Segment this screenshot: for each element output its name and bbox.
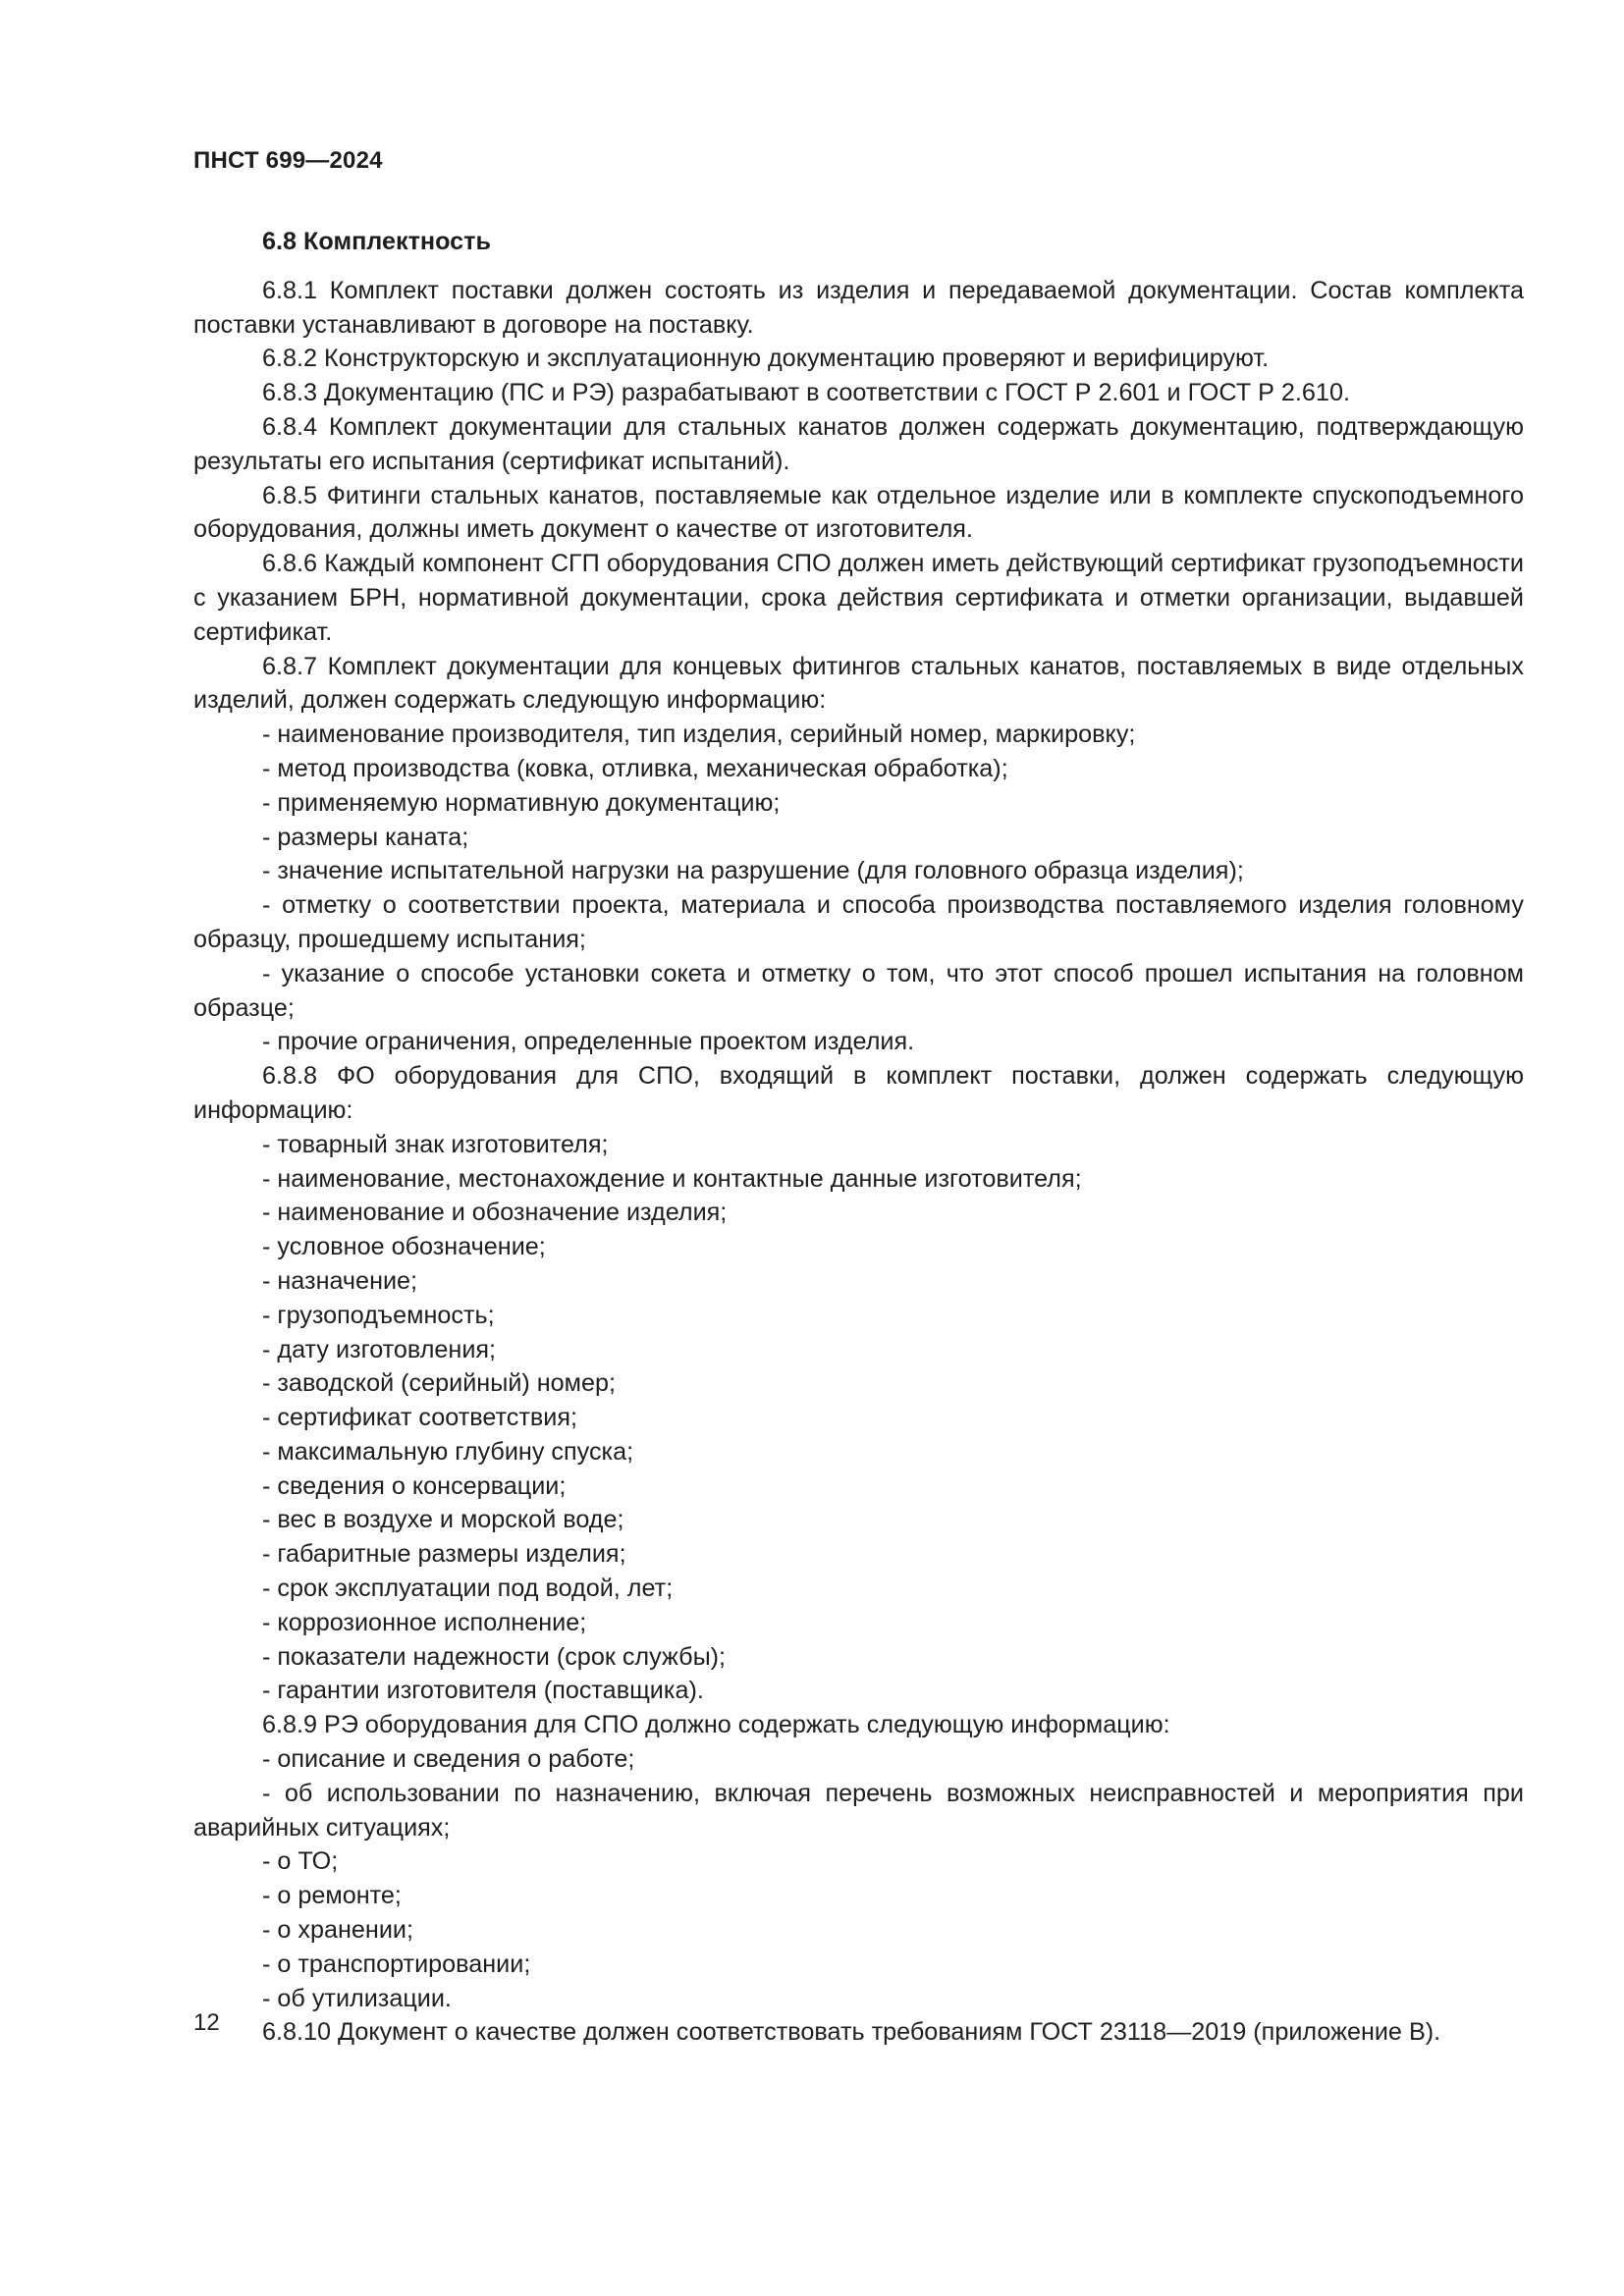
paragraph-6-8-7: 6.8.7 Комплект документации для концевых фитингов стальных канатов, поставляемых в виде отдельных изделий, должен содержать следующую информацию: xyxy=(193,652,1524,715)
document-code: ПНСТ 699—2024 xyxy=(193,147,383,174)
list-item: - наименование и обозначение изделия; xyxy=(262,1199,728,1227)
paragraph-6-8-9: 6.8.9 РЭ оборудования для СПО должно содержать следующую информацию: xyxy=(262,1711,1170,1739)
list-item: - метод производства (ковка, отливка, механическая обработка); xyxy=(262,754,1008,782)
list-item: - о хранении; xyxy=(262,1916,413,1945)
list-item: - указание о способе установки сокета и отметку о том, что этот способ прошел испытания на головном образце; xyxy=(193,959,1524,1022)
paragraph-6-8-1: 6.8.1 Комплект поставки должен состоять из изделия и передаваемой документации. Состав комплекта поставки устанавливают в договоре на поставку. xyxy=(193,276,1524,339)
paragraph-6-8-6: 6.8.6 Каждый компонент СГП оборудования СПО должен иметь действующий сертификат грузоподъемности с указанием БРН, нормативной документации, срока действия сертификата и отметки организации, выдавшей сертификат. xyxy=(193,550,1524,646)
list-item: - наименование производителя, тип изделия, серийный номер, маркировку; xyxy=(262,721,1136,749)
list-item: - срок эксплуатации под водой, лет; xyxy=(262,1575,674,1603)
list-item: - максимальную глубину спуска; xyxy=(262,1437,634,1466)
list-item: - отметку о соответствии проекта, материала и способа производства поставляемого изделия головному образцу, прошедшему испытания; xyxy=(193,891,1524,953)
list-item: - об использовании по назначению, включая перечень возможных неисправностей и мероприятия при аварийных ситуациях; xyxy=(193,1779,1524,1842)
list-item: - о ремонте; xyxy=(262,1882,402,1910)
list-item: - вес в воздухе и морской воде; xyxy=(262,1506,624,1534)
list-item: - сертификат соответствия; xyxy=(262,1404,578,1432)
list-item: - товарный знак изготовителя; xyxy=(262,1130,609,1158)
page-number: 12 xyxy=(193,2009,220,2036)
list-item: - о транспортировании; xyxy=(262,1949,531,1978)
list-item: - значение испытательной нагрузки на разрушение (для головного образца изделия); xyxy=(262,857,1244,885)
list-item: - прочие ограничения, определенные проектом изделия. xyxy=(262,1028,915,1056)
paragraph-6-8-5: 6.8.5 Фитинги стальных канатов, поставляемые как отдельное изделие или в комплекте спускоподъемного оборудования, должны иметь документ о качестве от изготовителя. xyxy=(193,481,1524,544)
paragraph-6-8-2: 6.8.2 Конструкторскую и эксплуатационную документацию проверяют и верифицируют. xyxy=(262,345,1270,373)
list-item: - наименование, местонахождение и контактные данные изготовителя; xyxy=(262,1164,1082,1193)
list-item: - условное обозначение; xyxy=(262,1233,546,1261)
list-item: - грузоподъемность; xyxy=(262,1301,495,1329)
list-item: - заводской (серийный) номер; xyxy=(262,1369,617,1398)
list-item: - об утилизации. xyxy=(262,1984,452,2012)
list-item: - о ТО; xyxy=(262,1847,339,1876)
list-item: - показатели надежности (срок службы); xyxy=(262,1642,727,1671)
paragraph-6-8-3: 6.8.3 Документацию (ПС и РЭ) разрабатывают в соответствии с ГОСТ Р 2.601 и ГОСТ Р 2.610. xyxy=(262,379,1350,407)
list-item: - коррозионное исполнение; xyxy=(262,1608,587,1636)
page-content xyxy=(193,225,1524,2050)
list-item: - дату изготовления; xyxy=(262,1335,497,1363)
paragraph-6-8-10: 6.8.10 Документ о качестве должен соответствовать требованиям ГОСТ 23118—2019 (приложение В). xyxy=(262,2018,1441,2047)
section-heading: 6.8 Комплектность xyxy=(262,228,491,255)
paragraph-6-8-4: 6.8.4 Комплект документации для стальных канатов должен содержать документацию, подтверждающую результаты его испытания (сертификат испытаний). xyxy=(193,412,1524,475)
list-item: - описание и сведения о работе; xyxy=(262,1745,635,1774)
list-item: - гарантии изготовителя (поставщика). xyxy=(262,1677,704,1705)
list-item: - назначение; xyxy=(262,1266,418,1295)
paragraph-6-8-8: 6.8.8 ФО оборудования для СПО, входящий в комплект поставки, должен содержать следующую информацию: xyxy=(193,1062,1524,1124)
list-item: - размеры каната; xyxy=(262,823,469,851)
list-item: - сведения о консервации; xyxy=(262,1471,567,1500)
list-item: - применяемую нормативную документацию; xyxy=(262,788,781,817)
list-item: - габаритные размеры изделия; xyxy=(262,1540,626,1569)
